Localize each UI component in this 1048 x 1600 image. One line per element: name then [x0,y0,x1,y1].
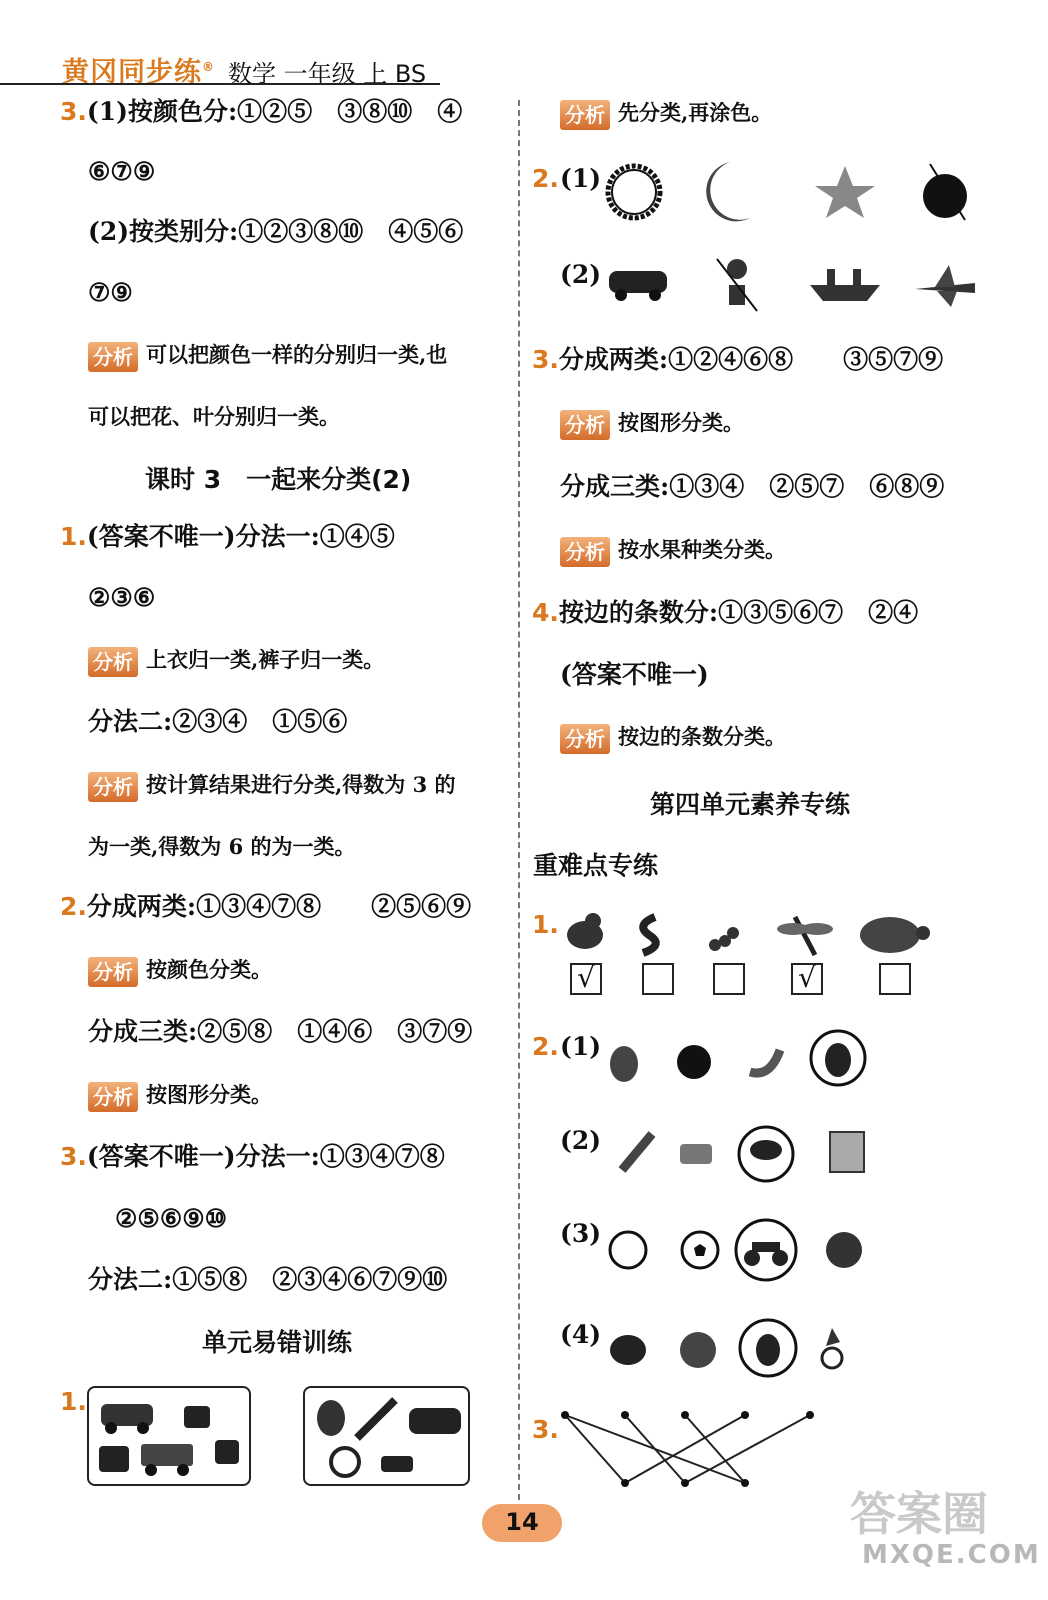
subject-label: 数学 一年级 上 BS [228,60,427,88]
answer-number: 4. [532,598,559,627]
watermark-logo: 答案圈 [850,1487,988,1541]
answer-number: 2. [532,164,559,193]
watermark-url: MXQE.COM [862,1540,1041,1570]
caterpillar-icon [709,927,739,951]
answer-number: 1. [60,522,87,551]
grapes-circled-icon [740,1320,796,1376]
analysis-note [88,1080,272,1112]
bird-icon [567,913,603,949]
note-text: 按边的条数分类。 [618,724,786,749]
analysis-tag: 分析 [88,342,138,372]
brand-registered-mark: ® [202,60,215,74]
row-label: (4) [560,1320,602,1349]
tools-items-illustration [305,1388,468,1484]
flower-pot-icon [717,259,757,311]
answer-l3 [60,1140,445,1174]
row-label: (3) [560,1219,602,1248]
answer-r3-three: 分成三类:①③④ ②⑤⑦ ⑥⑧⑨ [560,472,945,501]
produce-row [600,1316,880,1378]
analysis-note [88,770,456,802]
snake-icon [643,917,656,953]
answer-text: 分成两类:①②④⑥⑧ ③⑤⑦⑨ [558,345,944,374]
analysis-tag: 分析 [88,772,138,802]
pear-icon [610,1046,638,1082]
matching-lines [555,1405,825,1495]
row-label: (1) [560,164,602,193]
fruits-row-1 [600,1028,880,1090]
unit-error-title: 单元易错训练 [202,1328,353,1357]
note-text: 按颜色分类。 [146,957,272,982]
answer-text: 分成两类:①③④⑦⑧ ②⑤⑥⑨ [86,892,472,921]
analysis-note [560,722,786,754]
motorcycle-circled-icon [736,1220,796,1280]
answer-r3 [532,343,943,377]
vehicles-row [605,255,985,315]
note-text: 按计算结果进行分类,得数为 3 的 [146,772,456,797]
answer-number: 2. [60,892,87,921]
answer-text: (1)按颜色分:①②⑤ ③⑧⑩ ④ [86,97,463,126]
analysis-tag: 分析 [560,724,610,754]
notebook-icon [830,1132,864,1172]
picture-box-vehicles-cups [87,1386,251,1486]
header-rule [0,83,440,85]
turtle-icon [860,917,930,953]
answer-3-1 [60,95,462,129]
pumpkin-icon [610,1335,646,1365]
answer-number: 3. [60,1142,87,1171]
dragonfly-icon [777,917,833,955]
sub-title: 重难点专练 [533,851,659,880]
plane-icon [915,265,975,307]
note-text: 按图形分类。 [146,1082,272,1107]
answer-number: 1. [532,910,559,939]
answer-3-1-cont: ⑥⑦⑨ [88,157,156,186]
note-text-cont: 为一类,得数为 6 的为一类。 [88,834,356,859]
analysis-tag: 分析 [560,100,610,130]
eraser-icon [680,1144,712,1164]
star-icon [815,166,875,218]
answer-r4 [532,596,918,630]
page-number: 14 [505,1508,539,1536]
answer-l1-method2: 分法二:②③④ ①⑤⑥ [88,707,348,736]
stationery-row [600,1122,880,1184]
column-divider [518,100,520,1510]
soccer-ball-icon [682,1232,718,1268]
answer-number: 3. [532,345,559,374]
eggplant-circled-icon [811,1031,865,1085]
answer-3-2: (2)按类别分:①②③⑧⑩ ④⑤⑥ [88,217,464,246]
ruler-icon [622,1134,652,1170]
answer-l1-cont: ②③⑥ [88,583,156,612]
note-text: 可以把颜色一样的分别归一类,也 [146,342,448,367]
vehicles-cups-illustration [89,1388,249,1484]
cabbage-icon [680,1332,716,1368]
note-text: 先分类,再涂色。 [618,100,773,125]
analysis-tag: 分析 [560,410,610,440]
answer-checkbox: √ [570,963,602,995]
boat-icon [810,269,880,301]
analysis-tag: 分析 [88,647,138,677]
moon-icon [706,162,750,221]
answer-number: 3. [532,1415,559,1444]
apple-icon [923,164,967,220]
answer-number: 3. [60,97,87,126]
brand-text: 黄冈同步练 [62,57,202,88]
answer-number: 2. [532,1032,559,1061]
analysis-note [560,98,772,130]
lesson-title: 课时 3 一起来分类(2) [145,465,412,494]
balls-row [600,1218,880,1282]
note-text-cont: 可以把花、叶分别归一类。 [88,404,340,429]
analysis-tag: 分析 [560,537,610,567]
note-text: 上衣归一类,裤子归一类。 [146,647,385,672]
note-text: 按水果种类分类。 [618,537,786,562]
answer-l2-three: 分成三类:②⑤⑧ ①④⑥ ③⑦⑨ [88,1017,473,1046]
answer-number: 1. [60,1387,87,1416]
answer-checkbox: √ [791,963,823,995]
analysis-note [88,340,447,372]
answer-l3-cont: ②⑤⑥⑨⑩ [115,1204,228,1233]
plant-circled-icon [739,1127,793,1181]
analysis-note [560,408,744,440]
note-text: 按图形分类。 [618,410,744,435]
answer-text: (答案不唯一)分法一:①④⑤ [86,522,395,551]
row-label: (1) [560,1032,602,1061]
animals-row [555,905,935,960]
answer-checkbox [642,963,674,995]
answer-l1 [60,520,395,554]
picture-box-tools-items [303,1386,470,1486]
analysis-note [88,955,272,987]
section-title: 第四单元素养专练 [650,790,851,819]
row-label: (2) [560,1126,602,1155]
answer-r4-note: (答案不唯一) [560,660,709,689]
sun-icon [608,166,660,218]
car-icon [609,271,667,301]
answer-checkbox [879,963,911,995]
banana-icon [750,1050,780,1073]
answer-l3-method2: 分法二:①⑤⑧ ②③④⑥⑦⑨⑩ [88,1265,448,1294]
basketball-icon [826,1232,862,1268]
answer-3-2-cont: ⑦⑨ [88,278,133,307]
analysis-note [88,645,384,677]
analysis-note [560,535,786,567]
analysis-tag: 分析 [88,957,138,987]
radish-icon [822,1328,842,1368]
analysis-tag: 分析 [88,1082,138,1112]
apple-icon [677,1045,711,1079]
shapes-row-sun-moon-star-apple [600,158,980,228]
answer-text: (答案不唯一)分法一:①③④⑦⑧ [86,1142,445,1171]
row-label: (2) [560,260,602,289]
answer-l2 [60,890,471,924]
volleyball-icon [610,1232,646,1268]
answer-text: 按边的条数分:①③⑤⑥⑦ ②④ [558,598,919,627]
answer-checkbox [713,963,745,995]
